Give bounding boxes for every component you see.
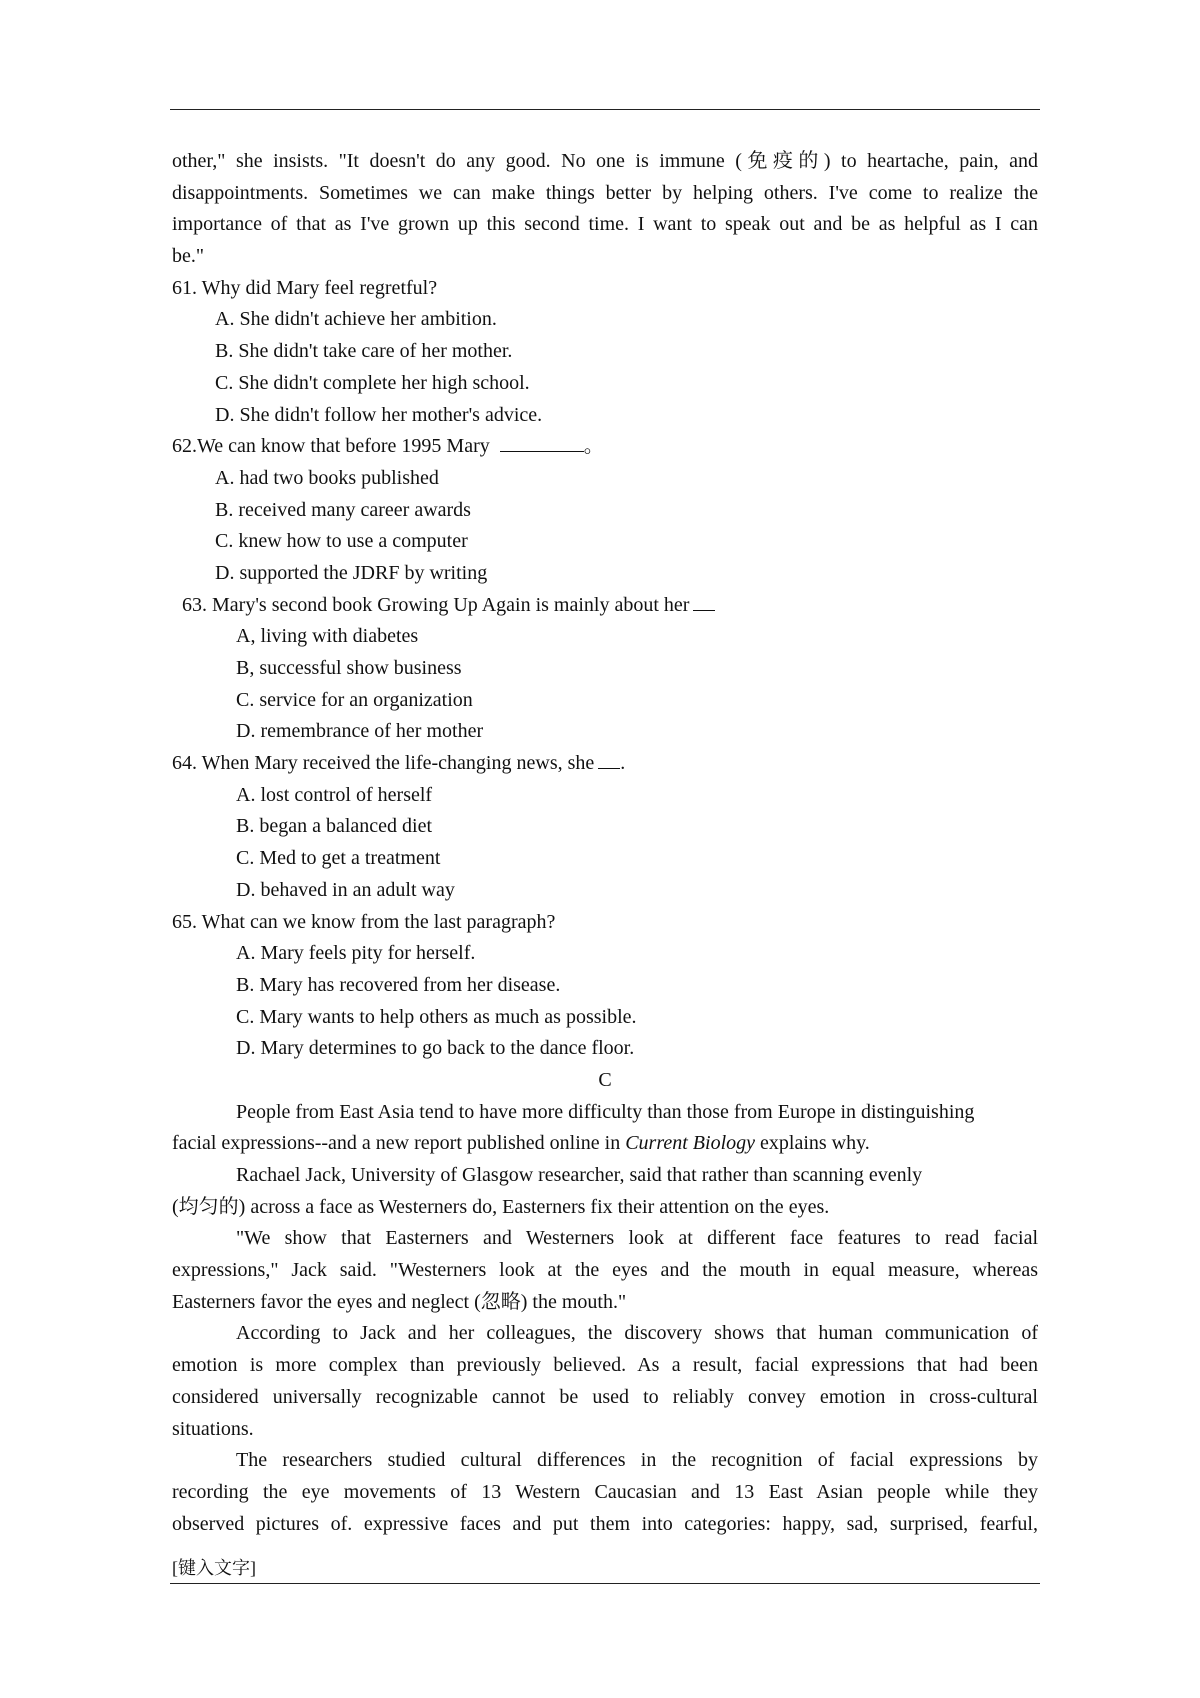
passage-line: importance of that as I've grown up this second time. I want to speak out and be as helpful as I can bbox=[172, 213, 1038, 236]
paragraph-line: Rachael Jack, University of Glasgow researcher, said that rather than scanning evenly bbox=[236, 1164, 923, 1186]
answer-blank bbox=[693, 592, 715, 611]
question-63-text: 63. Mary's second book Growing Up Again is mainly about her bbox=[182, 593, 690, 616]
question-61-option-d: D. She didn't follow her mother's advice. bbox=[215, 403, 543, 426]
question-62-option-c: C. knew how to use a computer bbox=[215, 530, 468, 553]
question-61-stem: 61. Why did Mary feel regretful? bbox=[172, 276, 438, 299]
paragraph-line: expressions," Jack said. "Westerners look at the eyes and the mouth in equal measure, whereas bbox=[172, 1259, 1038, 1282]
question-62-end: 。 bbox=[583, 435, 604, 458]
question-64-option-a: A. lost control of herself bbox=[236, 783, 433, 806]
paragraph-line: The researchers studied cultural differences in the recognition of facial expressions by bbox=[236, 1449, 1038, 1472]
paragraph-line: considered universally recognizable cannot be used to reliably convey emotion in cross-cultural bbox=[172, 1385, 1038, 1408]
paragraph-line bbox=[172, 1128, 1038, 1160]
question-65-option-a: A. Mary feels pity for herself. bbox=[236, 942, 476, 965]
paragraph-line: situations. bbox=[172, 1417, 254, 1440]
question-64-option-c: C. Med to get a treatment bbox=[236, 847, 441, 870]
question-64-option-b: B. began a balanced diet bbox=[236, 815, 433, 838]
paragraph-line: emotion is more complex than previously believed. As a result, facial expressions that had been bbox=[172, 1354, 1038, 1377]
question-63-option-b: B, successful show business bbox=[236, 657, 462, 679]
paragraph-text: facial expressions--and a new report published online in bbox=[172, 1132, 621, 1155]
question-64-stem bbox=[172, 748, 1038, 780]
paragraph-line: People from East Asia tend to have more difficulty than those from Europe in distinguishing bbox=[236, 1100, 975, 1123]
answer-blank bbox=[598, 750, 620, 769]
paragraph-line: Easterners favor the eyes and neglect (忽略) the mouth." bbox=[172, 1290, 627, 1313]
question-64-text: 64. When Mary received the life-changing news, she bbox=[172, 752, 595, 775]
question-63-option-a: A, living with diabetes bbox=[236, 625, 419, 648]
question-63-stem bbox=[172, 590, 1038, 622]
paragraph-text: explains why. bbox=[760, 1132, 870, 1155]
question-62-option-a: A. had two books published bbox=[215, 466, 439, 489]
question-63-option-c: C. service for an organization bbox=[236, 688, 473, 711]
question-61-option-b: B. She didn't take care of her mother. bbox=[215, 340, 513, 363]
question-62-option-b: B. received many career awards bbox=[215, 498, 471, 521]
question-65-option-c: C. Mary wants to help others as much as possible. bbox=[236, 1005, 637, 1028]
paragraph-line: recording the eye movements of 13 Western Caucasian and 13 East Asian people while they bbox=[172, 1480, 1038, 1503]
question-64-end: . bbox=[620, 752, 626, 775]
passage-line: other," she insists. "It doesn't do any good. No one is immune (免疫的) to heartache, pain, and bbox=[172, 150, 1038, 172]
section-heading: C bbox=[598, 1068, 612, 1091]
journal-title: Current Biology bbox=[625, 1132, 756, 1155]
question-65-stem: 65. What can we know from the last paragraph? bbox=[172, 910, 556, 933]
paragraph-line: (均匀的) across a face as Westerners do, Easterners fix their attention on the eyes. bbox=[172, 1195, 830, 1218]
question-64-option-d: D. behaved in an adult way bbox=[236, 878, 455, 901]
question-61-option-a: A. She didn't achieve her ambition. bbox=[215, 308, 497, 331]
paragraph-line: "We show that Easterners and Westerners look at different face features to read facial bbox=[236, 1227, 1038, 1250]
paragraph-line: According to Jack and her colleagues, the discovery shows that human communication of bbox=[236, 1322, 1038, 1345]
footer-rule bbox=[170, 1583, 1040, 1584]
header-rule bbox=[170, 109, 1040, 110]
passage-line: disappointments. Sometimes we can make things better by helping others. I've come to realize the bbox=[172, 181, 1038, 204]
passage-line: be." bbox=[172, 245, 205, 268]
question-62-text: 62.We can know that before 1995 Mary bbox=[172, 435, 490, 458]
question-63-option-d: D. remembrance of her mother bbox=[236, 720, 484, 743]
footer-placeholder[interactable]: [键入文字] bbox=[172, 1558, 256, 1578]
question-65-option-b: B. Mary has recovered from her disease. bbox=[236, 973, 561, 996]
answer-blank bbox=[500, 433, 584, 452]
page-body bbox=[172, 146, 1038, 1540]
question-61-option-c: C. She didn't complete her high school. bbox=[215, 371, 530, 394]
question-62-option-d: D. supported the JDRF by writing bbox=[215, 561, 488, 584]
paragraph-line: observed pictures of. expressive faces and put them into categories: happy, sad, surprised, fearful, bbox=[172, 1512, 1038, 1535]
question-62-stem bbox=[172, 431, 1038, 463]
question-65-option-d: D. Mary determines to go back to the dance floor. bbox=[236, 1037, 635, 1060]
